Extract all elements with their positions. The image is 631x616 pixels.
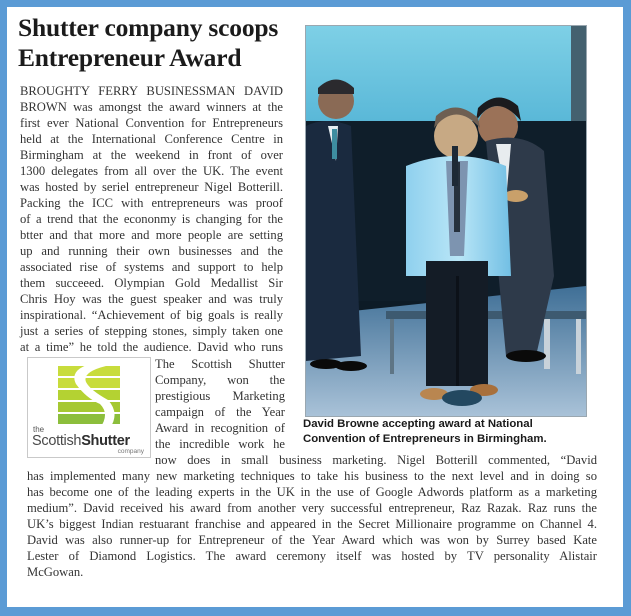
article-page [7, 7, 623, 607]
text-line: Award in recognition of [155, 421, 285, 435]
text-line: David was also runner-up for Entrepreneur of the Year Award which was won by Surrey based Kate [27, 533, 597, 547]
text-line: them succeeed. Olympian Gold Medallist Sir [20, 276, 283, 290]
text-line: Packing the ICC with entrepreneurs was proof [20, 196, 283, 210]
text-line: Birmingham at the weekend in front of over [20, 148, 283, 162]
text-line: of a trend that the econonmy is changing for the [20, 212, 283, 226]
article-column-text [20, 83, 283, 355]
logo-wrap-text [155, 356, 285, 452]
logo-company: company [117, 448, 144, 455]
article-full-width-text [27, 452, 597, 580]
award-ceremony-image [306, 26, 586, 416]
text-line: Lester of Diamond Logistics. The award ceremony itself was hosted by TV personality Alistair [27, 549, 597, 563]
logo-name-scottish: Scottish [32, 433, 82, 449]
text-line: BROUGHTY FERRY BUSINESSMAN DAVID [20, 84, 283, 98]
text-line: the incredible work he [155, 437, 285, 451]
text-line: Company, won the [155, 373, 285, 387]
text-line: 1300 delegates from all over the UK. The event [20, 164, 283, 178]
scottish-shutter-logo [27, 357, 151, 458]
headline [18, 13, 308, 73]
caption-line-1: David Browne accepting award at National [303, 418, 533, 430]
text-line: medium”. David received his award from another very successful entrepreneur, Raz Razak. Raz runs the [27, 501, 597, 515]
text-line: BROWN was amongst the award winners at the [20, 100, 283, 114]
text-line: has implemented many new marketing techniques to take his business to the next level and in doing so [27, 469, 597, 483]
text-line: up and running their own businesses and the [20, 244, 283, 258]
logo-name [32, 433, 130, 449]
text-line: inspirational. “Achievement of big goals is really [20, 308, 283, 322]
text-line: McGowan. [27, 565, 84, 579]
text-line: just a series of stepping stones, simply taken one [20, 324, 283, 338]
photo-caption [303, 417, 593, 447]
caption-line-2: Convention of Entrepreneurs in Birmingham. [303, 433, 547, 445]
text-line: UK’s biggest Indian restuarant franchise and appeared in the Secret Millionaire programme on Channel 4. [27, 517, 597, 531]
text-line: The Scottish Shutter [155, 357, 285, 371]
text-line: campaign of the Year [155, 405, 285, 419]
text-line: at a time” he told the audience. David who runs [20, 340, 283, 354]
headline-line-1: Shutter company scoops [18, 13, 279, 42]
shutter-s-icon [28, 358, 150, 428]
award-photo [305, 25, 587, 417]
text-line: now does in small business marketing. Nigel Botterill commented, “David [155, 453, 597, 467]
text-line: has become one of the leading experts in the UK in the use of Google Adwords platform as a marketing [27, 485, 597, 499]
headline-line-2: Entrepreneur Award [18, 43, 242, 72]
text-line: first ever National Convention for Entrepreneurs [20, 116, 283, 130]
logo-name-shutter: Shutter [81, 433, 130, 449]
text-line: prestigious Marketing [155, 389, 285, 403]
text-line: associated rise of systems and support to help [20, 260, 283, 274]
text-line: held at the International Conference Centre in [20, 132, 283, 146]
logo-the: the [33, 425, 45, 434]
text-line: btter and that more and more people are setting [20, 228, 283, 242]
text-line: was hosted by seriel entrepreneur Nigel Botterill. [20, 180, 283, 194]
text-line: Chris Hoy was the guest speaker and was truly [20, 292, 283, 306]
